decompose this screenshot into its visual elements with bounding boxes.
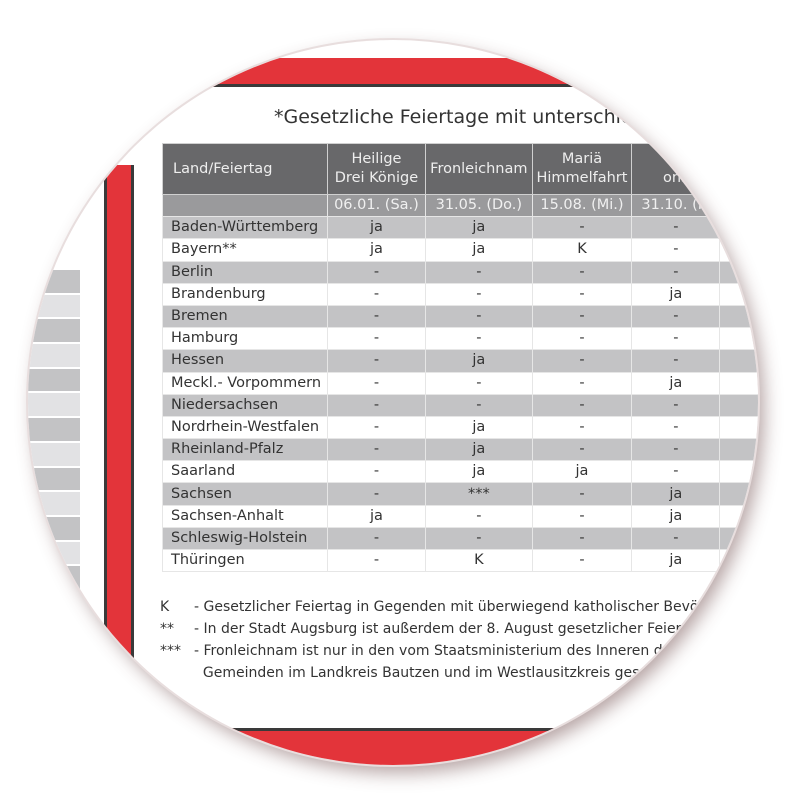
stripe bbox=[28, 640, 80, 665]
footnote bbox=[160, 640, 724, 662]
footnote-key: K bbox=[160, 599, 170, 615]
column-header-line: Heilige bbox=[351, 151, 402, 167]
table-cell: - bbox=[426, 328, 532, 350]
state-name: Brandenburg bbox=[163, 283, 328, 305]
background-table-stripes bbox=[28, 270, 80, 764]
stripe bbox=[28, 344, 80, 369]
table-cell: - bbox=[532, 550, 632, 572]
table-row bbox=[163, 305, 759, 327]
table-cell bbox=[720, 416, 758, 438]
table-cell bbox=[720, 527, 758, 549]
state-name: Hessen bbox=[163, 350, 328, 372]
table-row bbox=[163, 527, 759, 549]
table-cell bbox=[720, 261, 758, 283]
table-cell: - bbox=[532, 305, 632, 327]
table-cell: *** bbox=[426, 483, 532, 505]
footnote-key bbox=[160, 662, 194, 684]
table-cell: ja bbox=[426, 439, 532, 461]
date-cell: 06.01. (Sa.) bbox=[327, 195, 425, 217]
table-cell: - bbox=[426, 394, 532, 416]
table-cell: ja bbox=[632, 505, 720, 527]
table-cell: - bbox=[632, 328, 720, 350]
holiday-table bbox=[162, 143, 758, 572]
table-row bbox=[163, 217, 759, 239]
column-header-line: Drei Könige bbox=[334, 170, 419, 186]
table-cell: - bbox=[532, 483, 632, 505]
footnote-text: - Gesetzlicher Feiertag in Gegenden mit überwiegend katholischer Bevölker bbox=[194, 599, 725, 615]
stripe bbox=[28, 295, 80, 320]
table-cell: - bbox=[327, 527, 425, 549]
table-cell bbox=[720, 350, 758, 372]
table-cell: - bbox=[327, 283, 425, 305]
state-name: Meckl.- Vorpommern bbox=[163, 372, 328, 394]
table-cell: ja bbox=[327, 239, 425, 261]
table-cell: - bbox=[327, 461, 425, 483]
table-cell: ja bbox=[327, 217, 425, 239]
magnifier-lens bbox=[28, 40, 758, 765]
state-name: Nordrhein-Westfalen bbox=[163, 416, 328, 438]
table-cell: - bbox=[632, 461, 720, 483]
table-cell: ja bbox=[426, 416, 532, 438]
date-cell: 31.05. (Do.) bbox=[426, 195, 532, 217]
stripe bbox=[28, 566, 80, 591]
table-row bbox=[163, 416, 759, 438]
date-cell bbox=[163, 195, 328, 217]
table-cell: - bbox=[632, 305, 720, 327]
state-name: Schleswig-Holstein bbox=[163, 527, 328, 549]
table-row bbox=[163, 239, 759, 261]
table-cell: ja bbox=[426, 217, 532, 239]
table-cell: ja bbox=[426, 350, 532, 372]
stripe bbox=[28, 492, 80, 517]
state-name: Berlin bbox=[163, 261, 328, 283]
state-name: Bremen bbox=[163, 305, 328, 327]
column-header bbox=[327, 144, 425, 195]
stripe bbox=[28, 517, 80, 542]
state-name: Sachsen-Anhalt bbox=[163, 505, 328, 527]
footnote-text: Gemeinden im Landkreis Bautzen und im Westlausitzkreis gesetzli bbox=[194, 665, 669, 681]
stripe bbox=[28, 369, 80, 394]
table-row bbox=[163, 394, 759, 416]
state-name: Baden-Württemberg bbox=[163, 217, 328, 239]
table-row bbox=[163, 350, 759, 372]
table-cell bbox=[720, 505, 758, 527]
stripe bbox=[28, 393, 80, 418]
state-name: Rheinland-Pfalz bbox=[163, 439, 328, 461]
table-cell: - bbox=[426, 372, 532, 394]
table-cell: - bbox=[426, 305, 532, 327]
table-cell bbox=[720, 328, 758, 350]
table-cell: - bbox=[532, 261, 632, 283]
table-cell: - bbox=[632, 217, 720, 239]
table-cell: - bbox=[532, 350, 632, 372]
column-header-line: Himmelfahrt bbox=[536, 170, 628, 186]
red-border-left bbox=[104, 165, 134, 745]
date-cell: 15.08. (Mi.) bbox=[532, 195, 632, 217]
table-cell: - bbox=[327, 305, 425, 327]
table-cell: - bbox=[532, 217, 632, 239]
table-cell: - bbox=[532, 527, 632, 549]
date-cell: 31.10. (M bbox=[632, 195, 720, 217]
table-cell: - bbox=[532, 505, 632, 527]
table-cell bbox=[720, 461, 758, 483]
table-cell: - bbox=[327, 416, 425, 438]
state-name: Thüringen bbox=[163, 550, 328, 572]
footnote bbox=[160, 662, 724, 684]
stripe bbox=[28, 739, 80, 764]
red-border-bottom bbox=[125, 728, 645, 765]
table-row bbox=[163, 505, 759, 527]
table-cell bbox=[720, 372, 758, 394]
stripe bbox=[28, 319, 80, 344]
column-header-line: Fronleichnam bbox=[430, 160, 528, 177]
table-cell: ja bbox=[426, 239, 532, 261]
stripe bbox=[28, 270, 80, 295]
footnote-key: *** bbox=[160, 643, 181, 659]
column-header bbox=[426, 144, 532, 195]
state-name: Hamburg bbox=[163, 328, 328, 350]
table-cell: - bbox=[532, 394, 632, 416]
stripe bbox=[28, 690, 80, 715]
table-cell bbox=[720, 394, 758, 416]
column-header bbox=[532, 144, 632, 195]
table-cell: - bbox=[532, 283, 632, 305]
table-cell: ja bbox=[532, 461, 632, 483]
column-header-line: Re bbox=[666, 151, 685, 167]
table-cell: - bbox=[632, 239, 720, 261]
column-header bbox=[632, 144, 720, 195]
table-cell: ja bbox=[426, 461, 532, 483]
column-header-line: ons bbox=[663, 170, 689, 186]
stripe bbox=[28, 418, 80, 443]
table-cell: - bbox=[327, 394, 425, 416]
stripe bbox=[28, 542, 80, 567]
table-cell: - bbox=[327, 483, 425, 505]
page-title: *Gesetzliche Feiertage mit unterschied bbox=[274, 106, 645, 128]
table-cell: - bbox=[426, 527, 532, 549]
stripe bbox=[28, 591, 80, 616]
state-name: Sachsen bbox=[163, 483, 328, 505]
table-cell: - bbox=[426, 261, 532, 283]
table-cell: - bbox=[632, 350, 720, 372]
footnote bbox=[160, 618, 724, 640]
stripe bbox=[28, 665, 80, 690]
table-cell bbox=[720, 283, 758, 305]
state-name: Saarland bbox=[163, 461, 328, 483]
table-cell: - bbox=[426, 505, 532, 527]
table-cell: ja bbox=[632, 483, 720, 505]
table-cell: ja bbox=[632, 372, 720, 394]
table-cell: - bbox=[327, 439, 425, 461]
stripe bbox=[28, 468, 80, 493]
table-cell: - bbox=[632, 439, 720, 461]
table-cell: K bbox=[532, 239, 632, 261]
footnote-text: - Fronleichnam ist nur in den vom Staatsministerium des Inneren durc bbox=[194, 643, 685, 659]
table-cell: - bbox=[426, 283, 532, 305]
table-cell: K bbox=[426, 550, 532, 572]
table-cell bbox=[720, 483, 758, 505]
table-cell bbox=[720, 439, 758, 461]
table-row bbox=[163, 283, 759, 305]
table-cell bbox=[720, 217, 758, 239]
table-cell: - bbox=[327, 372, 425, 394]
footnote bbox=[160, 596, 724, 618]
table-row bbox=[163, 483, 759, 505]
table-cell: - bbox=[532, 439, 632, 461]
table-row bbox=[163, 261, 759, 283]
stripe bbox=[28, 714, 80, 739]
stripe bbox=[28, 616, 80, 641]
table-row bbox=[163, 439, 759, 461]
table-cell: - bbox=[532, 372, 632, 394]
table-cell: - bbox=[327, 550, 425, 572]
column-header-line: Land/Feiertag bbox=[173, 160, 273, 177]
table-cell: ja bbox=[632, 550, 720, 572]
column-header-line: Mariä bbox=[561, 151, 603, 167]
column-header bbox=[163, 144, 328, 195]
table-cell: - bbox=[327, 328, 425, 350]
state-name: Niedersachsen bbox=[163, 394, 328, 416]
table-cell: - bbox=[327, 261, 425, 283]
footnotes bbox=[160, 596, 724, 684]
table-cell: - bbox=[632, 394, 720, 416]
table-cell: - bbox=[632, 527, 720, 549]
date-cell bbox=[720, 195, 758, 217]
column-header bbox=[720, 144, 758, 195]
table-row bbox=[163, 372, 759, 394]
table-cell bbox=[720, 239, 758, 261]
stripe bbox=[28, 443, 80, 468]
document bbox=[28, 40, 758, 765]
table-cell: - bbox=[327, 350, 425, 372]
red-border-top bbox=[125, 58, 645, 87]
table-cell bbox=[720, 550, 758, 572]
header-row bbox=[163, 144, 759, 195]
footnote-key: ** bbox=[160, 621, 174, 637]
table-cell: - bbox=[632, 261, 720, 283]
table-cell: ja bbox=[327, 505, 425, 527]
table-cell: - bbox=[632, 416, 720, 438]
table-cell bbox=[720, 305, 758, 327]
date-row bbox=[163, 195, 759, 217]
table-cell: ja bbox=[632, 283, 720, 305]
table-row bbox=[163, 328, 759, 350]
table-cell: - bbox=[532, 328, 632, 350]
table-row bbox=[163, 550, 759, 572]
footnote-text: - In der Stadt Augsburg ist außerdem der 8. August gesetzlicher Feiertag bbox=[194, 621, 705, 637]
state-name: Bayern** bbox=[163, 239, 328, 261]
table-cell: - bbox=[532, 416, 632, 438]
table-row bbox=[163, 461, 759, 483]
